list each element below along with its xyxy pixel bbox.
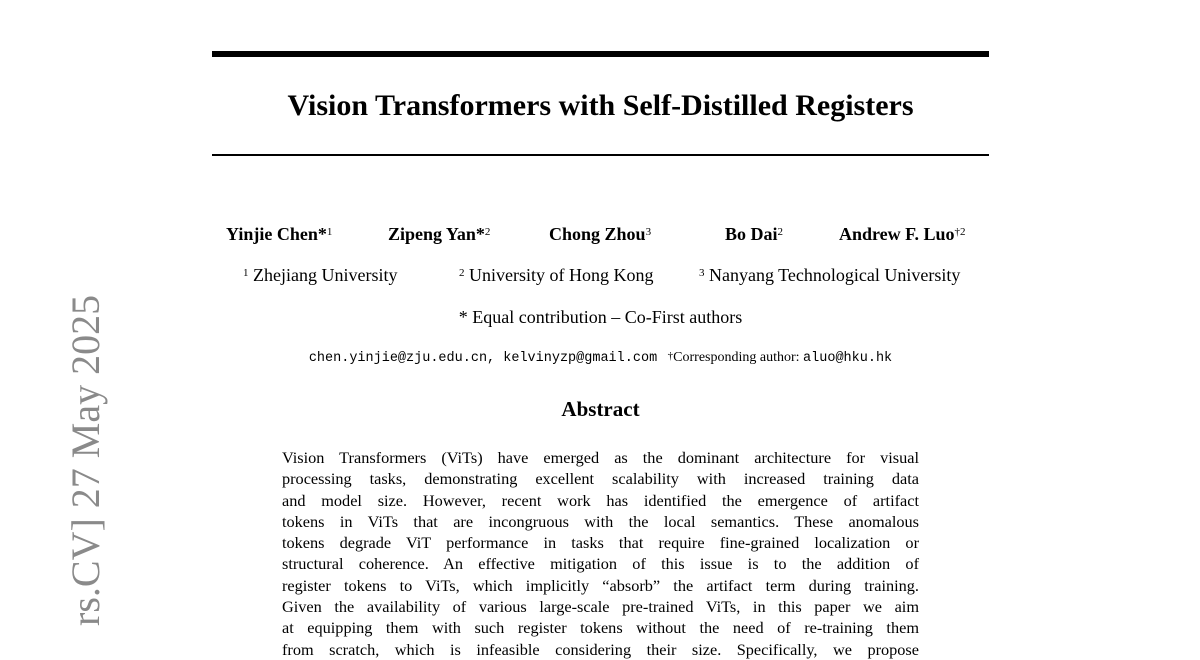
corresponding-email[interactable]: aluo@hku.hk bbox=[803, 351, 893, 366]
equal-contribution-note: * Equal contribution – Co-First authors bbox=[458, 307, 743, 327]
abstract-line: tokens in ViTs that are incongruous with the local semantics. These anomalous bbox=[282, 511, 919, 531]
affiliation-name: Zhejiang University bbox=[253, 265, 398, 285]
arxiv-sidebar-stamp: rs.CV] 27 May 2025 bbox=[63, 294, 108, 626]
affiliation-3 bbox=[699, 263, 960, 287]
author-sup: 1 bbox=[326, 226, 333, 238]
affiliation-sup: 2 bbox=[459, 267, 465, 279]
corresponding-mark: † bbox=[667, 350, 674, 362]
author-sup: †2 bbox=[954, 226, 966, 238]
author-1 bbox=[226, 222, 332, 246]
abstract-line: from scratch, which is infeasible considering their size. Specifically, we propose bbox=[282, 639, 919, 659]
affiliation-2 bbox=[459, 263, 653, 287]
title-bottom-rule bbox=[212, 154, 989, 156]
affiliation-name: Nanyang Technological University bbox=[709, 265, 961, 285]
affiliation-name: University of Hong Kong bbox=[469, 265, 654, 285]
abstract-line: Given the availability of various large-scale pre-trained ViTs, in this paper we aim bbox=[282, 597, 919, 617]
abstract-line: processing tasks, demonstrating excellent scalability with increased training data bbox=[282, 469, 919, 489]
author-emails[interactable]: chen.yinjie@zju.edu.cn, kelvinyzp@gmail.com bbox=[308, 351, 658, 366]
abstract-body bbox=[282, 447, 919, 660]
contact-line bbox=[212, 347, 989, 370]
author-sup: 2 bbox=[777, 226, 784, 238]
corresponding-label: Corresponding author: bbox=[673, 350, 804, 365]
author-name: Yinjie Chen* bbox=[226, 224, 327, 244]
abstract-heading: Abstract bbox=[561, 397, 640, 421]
author-sup: 3 bbox=[645, 226, 652, 238]
title-top-rule bbox=[212, 51, 989, 57]
affiliation-sup: 3 bbox=[699, 267, 705, 279]
author-2 bbox=[388, 222, 490, 246]
author-sup: 2 bbox=[484, 226, 491, 238]
abstract-line: tokens degrade ViT performance in tasks that require fine-grained localization or bbox=[282, 533, 919, 553]
author-3 bbox=[549, 222, 651, 246]
author-4 bbox=[725, 222, 783, 246]
affiliation-sup: 1 bbox=[243, 267, 249, 279]
abstract-line: Vision Transformers (ViTs) have emerged as the dominant architecture for visual bbox=[282, 448, 919, 467]
author-name: Andrew F. Luo bbox=[839, 224, 955, 244]
author-name: Zipeng Yan* bbox=[388, 224, 485, 244]
abstract-line: structural coherence. An effective mitigation of this issue is to the addition of bbox=[282, 554, 919, 574]
author-name: Chong Zhou bbox=[549, 224, 646, 244]
author-5 bbox=[839, 222, 966, 246]
affiliation-1 bbox=[243, 263, 397, 287]
abstract-line: at equipping them with such register tokens without the need of re-training them bbox=[282, 618, 919, 638]
abstract-line: and model size. However, recent work has identified the emergence of artifact bbox=[282, 490, 919, 510]
paper-title: Vision Transformers with Self-Distilled Registers bbox=[287, 89, 914, 122]
abstract-line: register tokens to ViTs, which implicitly “absorb” the artifact term during training. bbox=[282, 575, 919, 595]
author-name: Bo Dai bbox=[725, 224, 778, 244]
